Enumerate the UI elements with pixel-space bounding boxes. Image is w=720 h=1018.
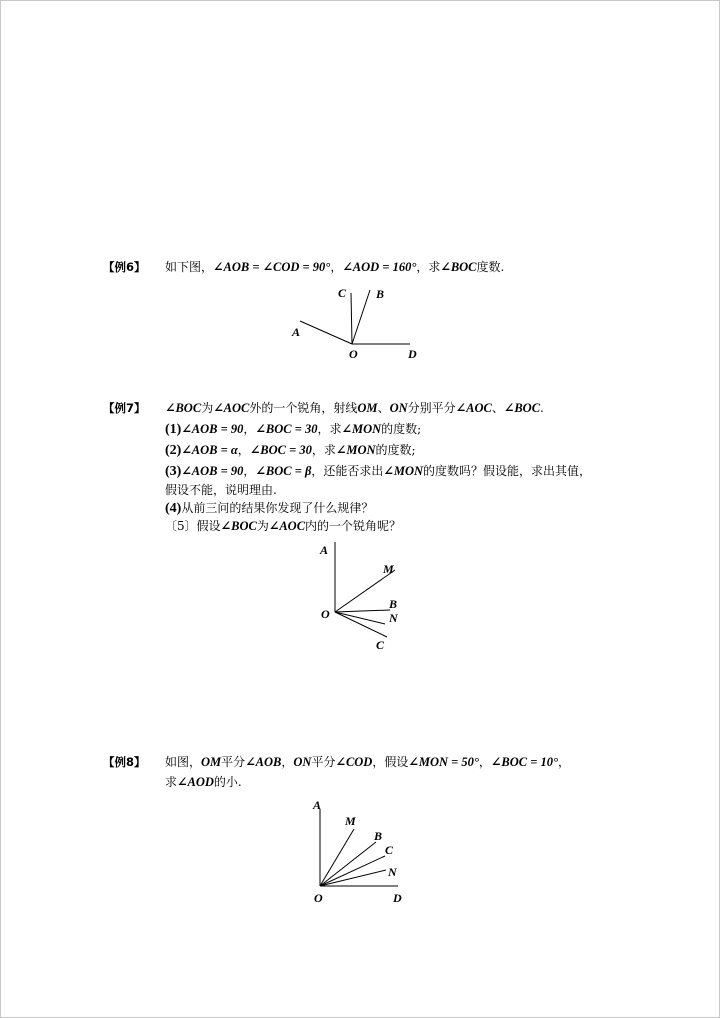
text: 、 (377, 401, 390, 415)
text: 如图， (165, 755, 202, 769)
math-expression: ∠AOC (213, 401, 250, 415)
text: ，还能否求出 (311, 464, 384, 478)
ray-oc (351, 293, 352, 344)
text: ， (330, 260, 343, 274)
label-n: N (389, 611, 398, 625)
math-expression: ∠BOC = 30 (249, 443, 312, 457)
example-7-part-2 (165, 442, 416, 459)
label-c: C (376, 638, 385, 652)
math-expression: ∠BOC (440, 260, 477, 274)
math-expression: ON (293, 755, 312, 769)
text: 度数. (476, 260, 505, 274)
ray-oa (300, 321, 352, 344)
label-m: M (383, 562, 394, 576)
text: 、 (491, 401, 504, 415)
example-7-part-5 (165, 518, 401, 534)
example-8-problem-line-2 (165, 774, 242, 790)
text: 内的一个锐角呢？ (305, 519, 402, 533)
text: 的度数; (381, 422, 422, 436)
label-m: M (345, 814, 356, 828)
example-7-tag: 【例7】 (103, 401, 146, 415)
label-c: C (338, 286, 347, 300)
text: ， (557, 755, 570, 769)
math-expression: ∠COD (335, 755, 373, 769)
math-expression: ∠AOB = ∠COD = 90° (213, 260, 331, 274)
math-expression: ∠BOC (220, 519, 257, 533)
math-expression: ∠BOC (165, 401, 202, 415)
part-number: 〔5〕 (165, 519, 197, 533)
example-7-part-4 (165, 500, 373, 517)
text: ， (281, 755, 294, 769)
math-expression: ∠AOC (268, 519, 306, 533)
example-6-tag: 【例6】 (103, 260, 146, 274)
text: 的小. (213, 775, 242, 789)
math-expression: ∠AOC (455, 401, 492, 415)
text: 为 (256, 519, 269, 533)
part-number: (4) (165, 501, 182, 516)
text: 假设 (196, 519, 221, 533)
label-d: D (393, 891, 402, 905)
text: 从前三问的结果你发现了什么规律？ (181, 501, 374, 515)
text: 如下图， (165, 260, 214, 274)
text: 的度数; (375, 443, 416, 457)
math-expression: ∠AOD (177, 775, 214, 789)
text: ，求 (311, 443, 336, 457)
text: ，求 (317, 422, 342, 436)
math-expression: OM (201, 755, 222, 769)
math-expression: ∠AOB = 90 (181, 422, 244, 436)
example-8-tag: 【例8】 (103, 755, 146, 769)
math-expression: ∠AOD = 160° (342, 260, 417, 274)
text: ， (237, 443, 250, 457)
label-a: A (313, 798, 322, 812)
example-8-problem-line-1 (165, 754, 570, 770)
label-c: C (385, 843, 394, 857)
math-expression: OM (357, 401, 378, 415)
label-o: O (314, 891, 323, 905)
example-7-part-3-continued: 假设不能，说明理由. (165, 483, 277, 497)
text: 平分 (311, 755, 336, 769)
example-6-problem (165, 259, 504, 275)
part-number: (2) (165, 443, 182, 458)
ray-ob (352, 290, 370, 344)
text: ， (243, 464, 256, 478)
label-b: B (376, 287, 385, 301)
math-expression: ∠AOB = 90 (181, 464, 244, 478)
math-expression: ∠AOB (245, 755, 282, 769)
math-expression: ∠AOB = α (181, 443, 238, 457)
example-7-part-1 (165, 421, 421, 438)
label-o: O (349, 347, 358, 361)
part-number: (1) (165, 422, 182, 437)
text: 求 (165, 775, 178, 789)
text: ， (478, 755, 491, 769)
text: ， (243, 422, 256, 436)
text: 外的一个锐角，射线 (249, 401, 358, 415)
label-a: A (320, 543, 329, 557)
math-expression: ∠MON (341, 422, 382, 436)
label-d: D (408, 347, 417, 361)
label-b: B (389, 597, 398, 611)
math-expression: ∠BOC = 10° (490, 755, 558, 769)
text: . (540, 401, 544, 415)
math-expression: ∠MON (335, 443, 376, 457)
math-expression: ∠MON = 50° (408, 755, 479, 769)
text: 为 (201, 401, 214, 415)
example-7-figure (315, 540, 415, 655)
text: 分别平分 (407, 401, 456, 415)
label-n: N (388, 865, 397, 879)
math-expression: ∠BOC = β (255, 464, 312, 478)
example-8-figure (308, 795, 418, 910)
label-o: O (321, 607, 330, 621)
text: ，假设 (372, 755, 409, 769)
part-number: (3) (165, 464, 182, 479)
label-b: B (374, 829, 383, 843)
math-expression: ∠BOC = 30 (255, 422, 318, 436)
example-7-statement (165, 400, 544, 416)
math-expression: ∠MON (383, 464, 424, 478)
text: 平分 (221, 755, 246, 769)
ray-ob (335, 610, 390, 612)
ray-oc (335, 612, 387, 637)
math-expression: ON (389, 401, 408, 415)
ray-on (335, 612, 385, 624)
example-6-figure (280, 280, 440, 365)
ray-om (320, 829, 354, 886)
example-7-part-3 (165, 463, 591, 480)
ray-om (335, 570, 398, 612)
text: ，求 (416, 260, 441, 274)
text: 的度数吗？假设能，求出其值， (423, 464, 592, 478)
math-expression: ∠BOC (503, 401, 541, 415)
label-a: A (292, 325, 301, 339)
